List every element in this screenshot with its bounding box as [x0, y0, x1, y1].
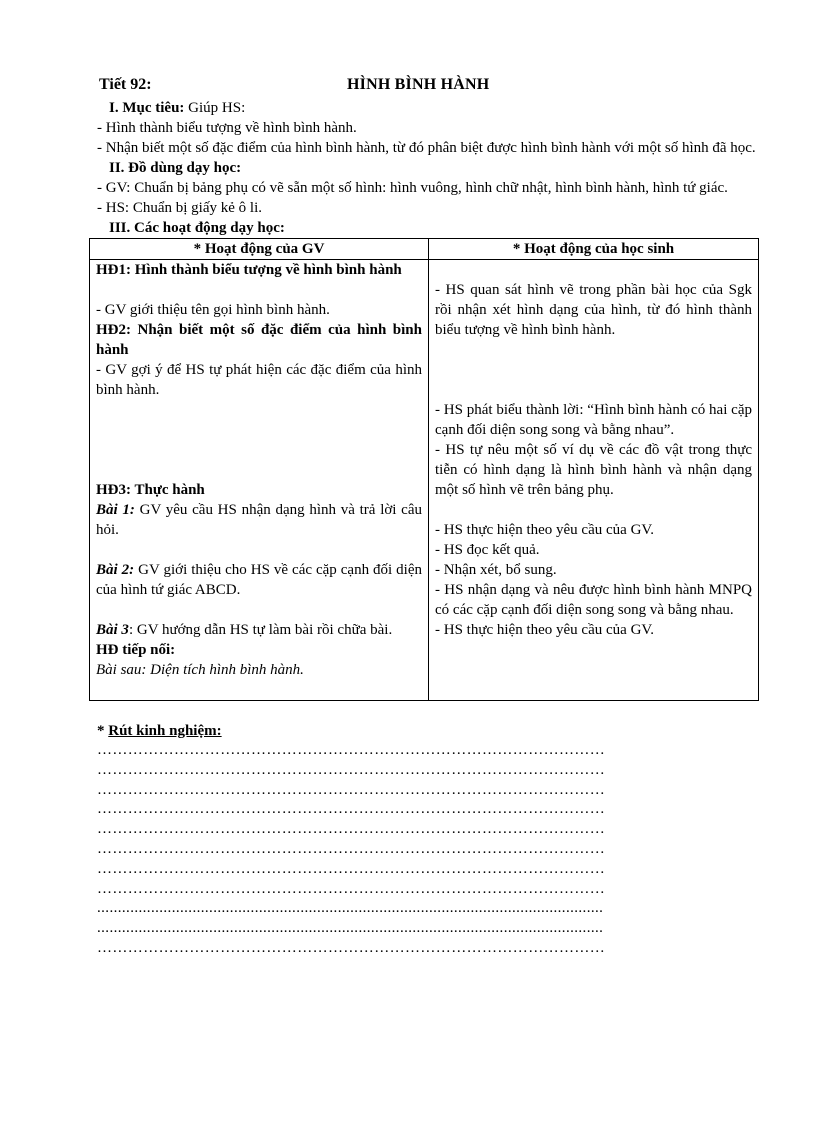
hd1-student-text: - HS quan sát hình vẽ trong phần bài học của Sgk rồi nhận xét hình dạng của hình, từ đó hình thành biểu tượng về hình bình hành.	[435, 282, 752, 338]
lesson-number: Tiết 92:	[99, 76, 152, 93]
hd1-title: HĐ1: Hình thành biểu tượng về hình bình hành	[96, 262, 402, 278]
dot-line: ………………………………………………………………………………………	[97, 939, 606, 956]
bai1-label: Bài 1:	[96, 502, 135, 518]
document-page	[97, 0, 767, 959]
bai3-label: Bài 3	[96, 622, 129, 638]
hd2-title: HĐ2: Nhận biết một số đặc điểm của hình bình hành	[96, 322, 422, 358]
hd3-title: HĐ3: Thực hành	[96, 482, 205, 498]
hd2-student-text-2: - HS tự nêu một số ví dụ về các đồ vật trong thực tiễn có hình dạng là hình bình hành và nhận dạng một số hình vẽ trên bảng phụ.	[435, 442, 752, 498]
dot-line: ………………………………………………………………………………………	[97, 761, 606, 778]
dot-line: ..........................................................................................................................	[97, 900, 604, 917]
objectives-heading: I. Mục tiêu:	[109, 100, 185, 116]
hd3-student-item: - HS thực hiện theo yêu cầu của GV.	[435, 522, 655, 538]
notes-heading: Rút kinh nghiệm:	[108, 723, 222, 739]
table-header-row	[90, 239, 759, 260]
materials-item: - HS: Chuẩn bị giấy kẻ ô li.	[97, 200, 262, 216]
objective-item: - Hình thành biểu tượng về hình bình hành.	[97, 120, 357, 136]
dot-line: ………………………………………………………………………………………	[97, 781, 606, 798]
objectives-intro: Giúp HS:	[184, 100, 246, 116]
hd1-teacher-text: - GV giới thiệu tên gọi hình bình hành.	[96, 302, 330, 318]
dot-line: ………………………………………………………………………………………	[97, 821, 606, 838]
dot-line: ………………………………………………………………………………………	[97, 860, 606, 877]
dot-line: ………………………………………………………………………………………	[97, 840, 606, 857]
hd3-student-item: - HS nhận dạng và nêu được hình bình hành MNPQ có các cặp cạnh đối diện song song và bằng nhau.	[435, 582, 752, 618]
hd3-student-item: - Nhận xét, bổ sung.	[435, 562, 557, 578]
notes-heading-line	[97, 721, 767, 741]
materials-item: - GV: Chuẩn bị bảng phụ có vẽ sẵn một số hình: hình vuông, hình chữ nhật, hình bình hành, hình tứ giác.	[97, 180, 728, 196]
hd3-student-item: - HS thực hiện theo yêu cầu của GV.	[435, 622, 655, 638]
teacher-column-header: * Hoạt động của GV	[90, 239, 429, 260]
dot-line: ………………………………………………………………………………………	[97, 880, 606, 897]
bai2-label: Bài 2:	[96, 562, 135, 578]
objectives-heading-line	[97, 98, 767, 118]
table-body-row	[90, 260, 759, 701]
bai1-text: Bài 1: GV yêu cầu HS nhận dạng hình và trả lời câu hỏi.	[96, 502, 422, 538]
dot-line: ………………………………………………………………………………………	[97, 801, 606, 818]
lesson-title: HÌNH BÌNH HÀNH	[347, 76, 490, 93]
next-lesson-title: HĐ tiếp nối:	[96, 642, 176, 658]
activities-heading: III. Các hoạt động dạy học:	[109, 220, 285, 236]
objective-item: - Nhận biết một số đặc điểm của hình bình hành, từ đó phân biệt được hình bình hành với một số hình đã học.	[97, 140, 756, 156]
hd2-student-text: - HS phát biểu thành lời: “Hình bình hành có hai cặp cạnh đối diện song song và bằng nhau”.	[435, 402, 752, 438]
dot-line: ………………………………………………………………………………………	[97, 742, 606, 758]
teacher-activities-cell	[90, 260, 429, 701]
hd2-teacher-text: - GV gợi ý để HS tự phát hiện các đặc điểm của hình bình hành.	[96, 362, 422, 398]
materials-heading: II. Đồ dùng dạy học:	[109, 160, 242, 176]
lesson-header	[97, 76, 767, 98]
student-column-header: * Hoạt động của học sinh	[429, 239, 759, 260]
next-lesson-text: Bài sau: Diện tích hình bình hành.	[96, 662, 304, 678]
bai3-text: Bài 3: GV hướng dẫn HS tự làm bài rồi chữa bài.	[96, 622, 393, 638]
notes-star: *	[97, 723, 109, 739]
bai2-text: Bài 2: GV giới thiệu cho HS về các cặp cạnh đối diện của hình tứ giác ABCD.	[96, 562, 422, 598]
activities-table	[89, 238, 759, 701]
dot-line: ..........................................................................................................................	[97, 920, 604, 937]
student-activities-cell	[429, 260, 759, 701]
hd3-student-item: - HS đọc kết quả.	[435, 542, 540, 558]
